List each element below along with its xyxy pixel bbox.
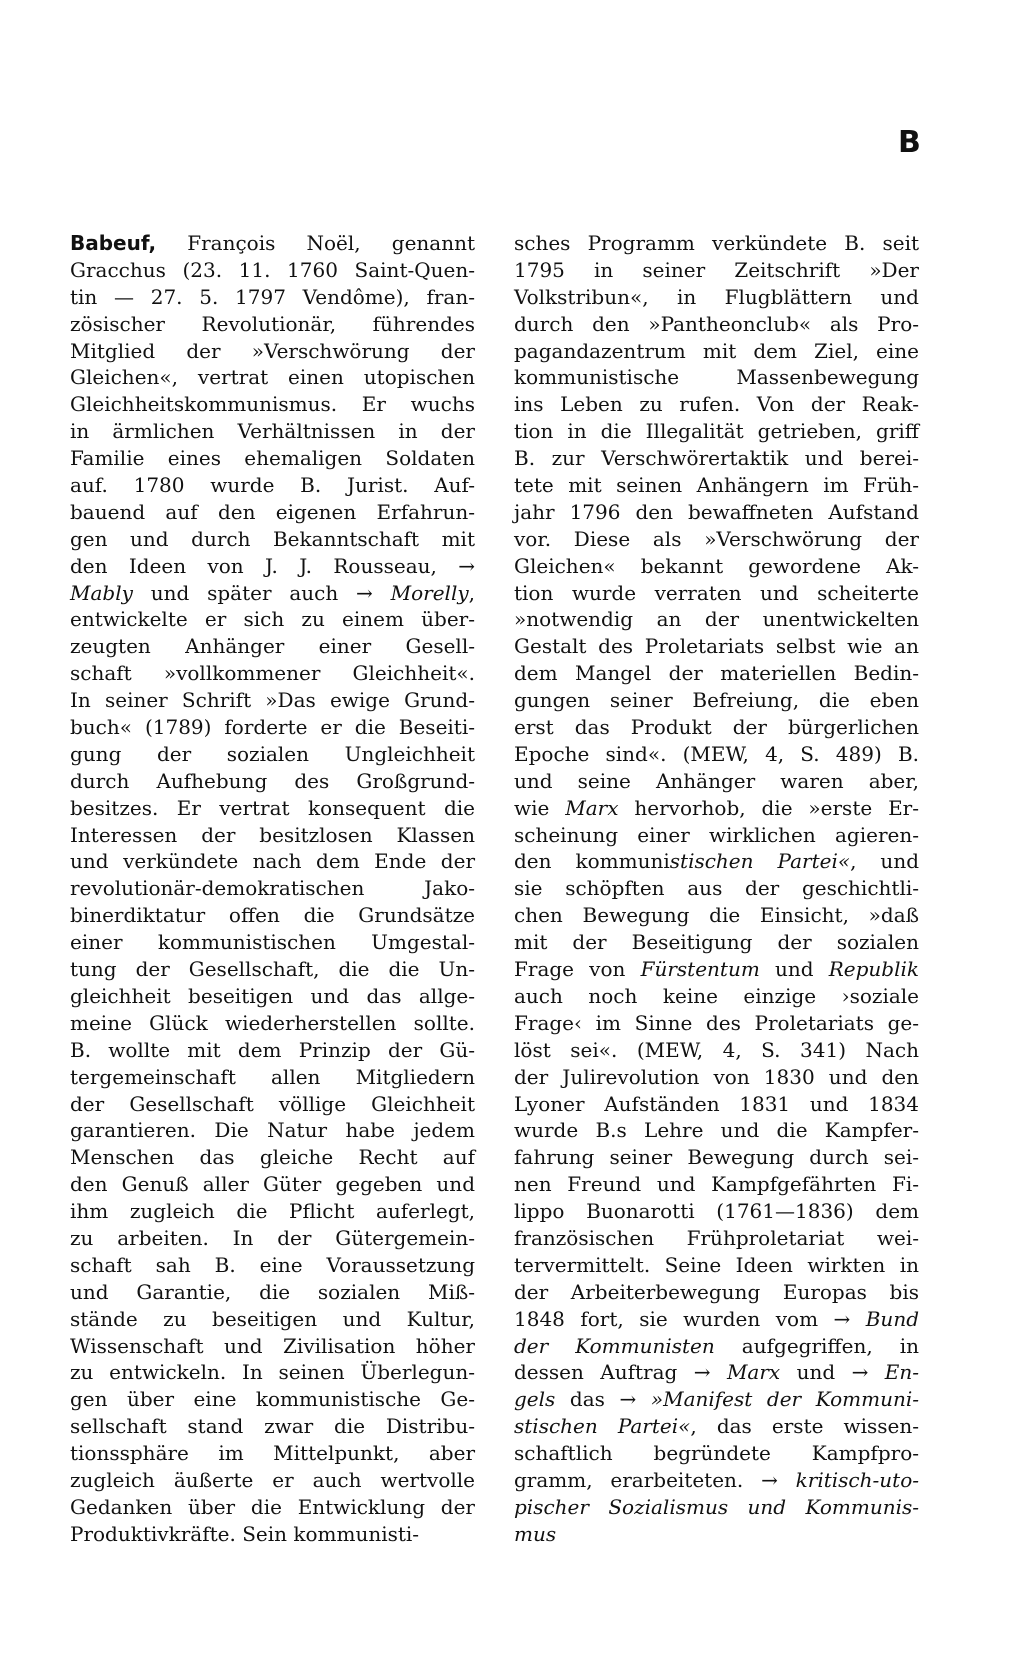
page-letter: B: [898, 125, 921, 160]
headword: Babeuf,: [70, 231, 157, 255]
text-line: »notwendig an der unentwickelten: [514, 607, 919, 632]
text-line: Gleichheitskommunismus. Er wuchs: [70, 392, 475, 417]
left-column: [70, 230, 475, 1548]
text-line: ihm zugleich die Pflicht auferlegt,: [70, 1199, 475, 1224]
text-line: fahrung seiner Bewegung durch sei-: [514, 1145, 919, 1170]
cross-reference: stischen Partei«: [669, 849, 851, 874]
text-line: stände zu beseitigen und Kultur,: [70, 1306, 475, 1331]
text-line: [514, 1494, 919, 1521]
text-line: auch noch keine einzige ›soziale: [514, 983, 919, 1008]
text-line: Frage‹ im Sinne des Proletariats ge-: [514, 1010, 919, 1035]
text-line: dessen Auftrag → Marx und → En-: [514, 1360, 919, 1385]
text-line: 1848 fort, sie wurden vom → Bund: [514, 1306, 919, 1331]
cross-reference: Morelly: [390, 580, 469, 605]
text-line: B. zur Verschwörertaktik und berei-: [514, 446, 919, 471]
text-line: tergemeinschaft allen Mitgliedern: [70, 1064, 475, 1089]
text-line: erst das Produkt der bürgerlichen: [514, 715, 919, 740]
text-line: dem Mangel der materiellen Bedin-: [514, 661, 919, 686]
headword-continuation: François Noël, genannt: [187, 231, 476, 255]
text-line: garantieren. Die Natur habe jedem: [70, 1118, 475, 1143]
text-line: besitzes. Er vertrat konsequent die: [70, 795, 475, 820]
text-line: zeugten Anhänger einer Gesell-: [70, 634, 475, 659]
text-line: der Gesellschaft völlige Gleichheit: [70, 1091, 475, 1116]
text-line: bauend auf den eigenen Erfahrun-: [70, 499, 475, 524]
text-line: wurde B.s Lehre und die Kampfer-: [514, 1118, 919, 1143]
text-line: und verkündete nach dem Ende der: [70, 849, 475, 874]
text-line: einer kommunistischen Umgestal-: [70, 930, 475, 955]
text-line: tervermittelt. Seine Ideen wirkten in: [514, 1252, 919, 1277]
text-line: sellschaft stand zwar die Distribu-: [70, 1414, 475, 1439]
text-line: Gleichen«, vertrat einen utopischen: [70, 365, 475, 390]
text-line: gen und durch Bekanntschaft mit: [70, 526, 475, 551]
text-line: jahr 1796 den bewaffneten Aufstand: [514, 499, 919, 524]
text-line: der Kommunisten aufgegriffen, in: [514, 1333, 919, 1358]
text-line: [514, 1521, 919, 1548]
text-line: Familie eines ehemaligen Soldaten: [70, 446, 475, 471]
cross-reference: stischen Partei«: [514, 1414, 691, 1439]
text-line: auf. 1780 wurde B. Jurist. Auf-: [70, 473, 475, 498]
text-line: zu arbeiten. In der Gütergemein-: [70, 1225, 475, 1250]
text-line: pagandazentrum mit dem Ziel, eine: [514, 338, 919, 363]
text-line: in ärmlichen Verhältnissen in der: [70, 419, 475, 444]
text-line: tin — 27. 5. 1797 Vendôme), fran-: [70, 284, 475, 309]
cross-reference: »Manifest der Kommuni-: [650, 1387, 919, 1412]
cross-reference: der Kommunisten: [514, 1333, 715, 1358]
text-line: sie schöpften aus der geschichtli-: [514, 876, 919, 901]
cross-reference: Marx: [726, 1360, 781, 1385]
text-line: den Ideen von J. J. Rousseau, →: [70, 553, 475, 578]
cross-reference: kritisch-uto-: [795, 1467, 919, 1492]
text-line: Frage von Fürstentum und Republik: [514, 957, 920, 982]
cross-reference: Marx: [565, 795, 619, 820]
text-line: Wissenschaft und Zivilisation höher: [70, 1333, 475, 1358]
cross-reference: Republik: [828, 957, 920, 982]
text-line: gleichheit beseitigen und das allge-: [70, 983, 475, 1008]
text-line: chen Bewegung die Einsicht, »daß: [514, 903, 919, 928]
text-line: durch Aufhebung des Großgrund-: [70, 768, 475, 793]
text-line: tete mit seinen Anhängern im Früh-: [514, 473, 919, 498]
text-line: tion in die Illegalität getrieben, griff: [514, 419, 919, 444]
text-line: tionssphäre im Mittelpunkt, aber: [70, 1441, 475, 1466]
text-line: der Julirevolution von 1830 und den: [514, 1064, 919, 1089]
text-line: mit der Beseitigung der sozialen: [514, 930, 919, 955]
text-line: vor. Diese als »Verschwörung der: [514, 526, 919, 551]
text-line: sches Programm verkündete B. seit: [514, 231, 919, 255]
text-line: gels das → »Manifest der Kommuni-: [514, 1387, 919, 1412]
text-line: und Garantie, die sozialen Miß-: [70, 1279, 475, 1304]
cross-reference: gels: [514, 1387, 556, 1412]
right-column: [514, 230, 919, 1548]
text-line: Interessen der besitzlosen Klassen: [70, 822, 475, 847]
text-line: gung der sozialen Ungleichheit: [70, 741, 475, 766]
text-line: Menschen das gleiche Recht auf: [70, 1145, 475, 1170]
text-line: lippo Buonarotti (1761—1836) dem: [514, 1199, 919, 1224]
text-line: Lyoner Aufständen 1831 und 1834: [514, 1091, 919, 1116]
text-line: den Genuß aller Güter gegeben und: [70, 1172, 475, 1197]
cross-reference: Bund: [865, 1306, 919, 1331]
text-line: stischen Partei«, das erste wissen-: [514, 1414, 919, 1439]
text-line: tion wurde verraten und scheiterte: [514, 580, 919, 605]
text-line: schaft »vollkommener Gleichheit«.: [70, 661, 475, 686]
text-line: nen Freund und Kampfgefährten Fi-: [514, 1172, 919, 1197]
text-line: entwickelte er sich zu einem über-: [70, 607, 475, 632]
text-line: schaftlich begründete Kampfpro-: [514, 1441, 919, 1466]
text-line: Gleichen« bekannt gewordene Ak-: [514, 553, 919, 578]
text-line: zugleich äußerte er auch wertvolle: [70, 1467, 475, 1492]
text-line: revolutionär-demokratischen Jako-: [70, 876, 475, 901]
text-line: der Arbeiterbewegung Europas bis: [514, 1279, 919, 1304]
text-line: In seiner Schrift »Das ewige Grund-: [70, 688, 475, 713]
text-line: Mably und später auch → Morelly,: [70, 580, 475, 605]
text-line: den kommunistischen Partei«, und: [514, 849, 919, 874]
text-line: Gestalt des Proletariats selbst wie an: [514, 634, 919, 659]
text-line: Epoche sind«. (MEW, 4, S. 489) B.: [514, 741, 919, 766]
text-line: Produktivkräfte. Sein kommunisti-: [70, 1521, 420, 1546]
text-line: französischen Frühproletariat wei-: [514, 1225, 919, 1250]
text-line: schaft sah B. eine Voraussetzung: [70, 1252, 475, 1277]
text-line: zösischer Revolutionär, führendes: [70, 311, 475, 336]
text-line: gen über eine kommunistische Ge-: [70, 1387, 475, 1412]
cross-reference: En-: [884, 1360, 919, 1385]
text-line: gungen seiner Befreiung, die eben: [514, 688, 919, 713]
text-line: tung der Gesellschaft, die die Un-: [70, 957, 475, 982]
text-line: gramm, erarbeiteten. → kritisch-uto-: [514, 1467, 919, 1492]
text-line: kommunistische Massenbewegung: [514, 365, 919, 390]
text-line: buch« (1789) forderte er die Beseiti-: [70, 715, 475, 740]
text-line: scheinung einer wirklichen agieren-: [514, 822, 919, 847]
text-line: Mitglied der »Verschwörung der: [70, 338, 475, 363]
text-line: [70, 230, 475, 257]
text-line: binerdiktatur offen die Grundsätze: [70, 903, 475, 928]
text-line: ins Leben zu rufen. Von der Reak-: [514, 392, 919, 417]
cross-reference: Mably: [70, 580, 133, 605]
text-line: durch den »Pantheonclub« als Pro-: [514, 311, 919, 336]
text-line: löst sei«. (MEW, 4, S. 341) Nach: [514, 1037, 919, 1062]
text-line: B. wollte mit dem Prinzip der Gü-: [70, 1037, 475, 1062]
text-line: Gedanken über die Entwicklung der: [70, 1494, 475, 1519]
text-line: meine Glück wiederherstellen sollte.: [70, 1010, 475, 1035]
text-line: Volkstribun«, in Flugblättern und: [514, 284, 919, 309]
text-line: Gracchus (23. 11. 1760 Saint-Quen-: [70, 257, 475, 282]
text-line: wie Marx hervorhob, die »erste Er-: [514, 795, 919, 820]
text-line: 1795 in seiner Zeitschrift »Der: [514, 257, 919, 282]
text-line: zu entwickeln. In seinen Überlegun-: [70, 1360, 475, 1385]
cross-reference: Fürstentum: [640, 957, 760, 982]
cross-reference: mus: [514, 1521, 557, 1546]
text-line: und seine Anhänger waren aber,: [514, 768, 919, 793]
cross-reference: pischer Sozialismus und Kommunis-: [514, 1494, 919, 1519]
